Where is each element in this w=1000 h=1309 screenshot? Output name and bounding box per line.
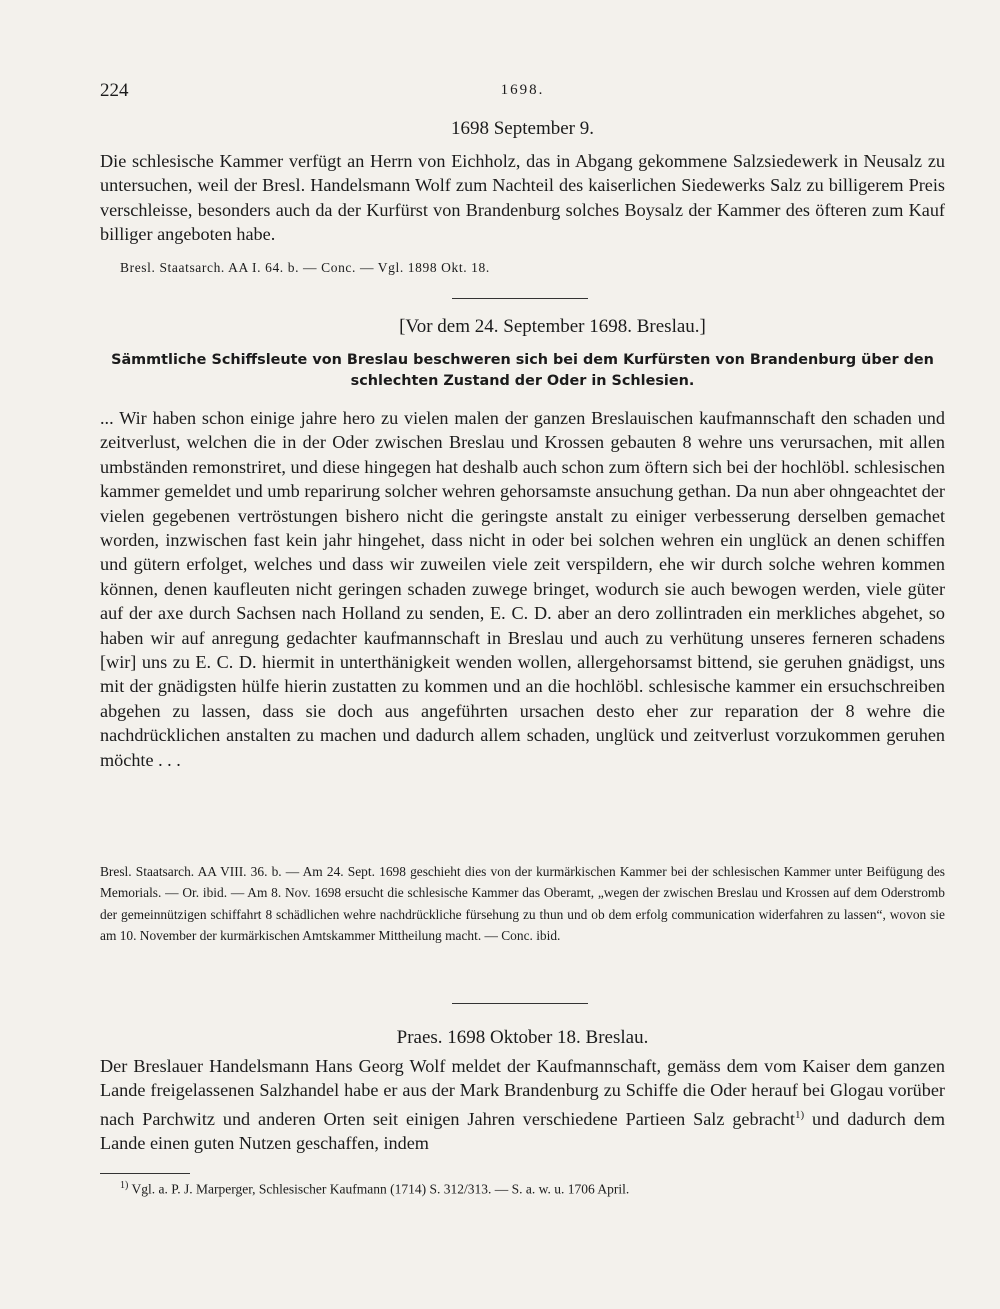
footnote-reference: 1): [794, 1108, 805, 1121]
footnote: [120, 1180, 945, 1198]
entry-1-text: Die schlesische Kammer verfügt an Herrn von Eichholz, das in Abgang gekommene Salzsiedewerk in Neusalz zu untersuchen, weil der Bresl. Handelsmann Wolf zum Nachteil des kaiserlichen Siedewerks Salz zu billigerem Preis verschleisse, besonders auch da der Kurfürst von Brandenburg solches Boysalz der Kammer des öfteren zum Kauf billiger angeboten habe.: [100, 151, 945, 245]
entry-3-text-part: Der Breslauer Handelsmann Hans Georg Wolf meldet der Kaufmannschaft, gemäss dem vom Kaiser dem ganzen Lande freigelassenen Salzhandel habe er aus der Mark Brandenburg zu Schiffe die Oder herauf bei Glogau vorüber nach Parchwitz und anderen Orten seit einigen Jahren verschiedene Partieen Salz gebracht: [100, 1056, 945, 1129]
entry-2-text: ... Wir haben schon einige jahre hero zu vielen malen der ganzen Breslauischen kaufmannschaft den schaden und zeitverlust, welchen die in der Oder zwischen Breslau und Krossen gebauten 8 wehre uns verursachen, mit allen umbständen remonstriret, und diese hingegen hat deshalb auch schon zum öftern sich bei der hochlöbl. schlesischen kammer gemeldet und umb reparirung solcher wehren gehorsamste ansuchung gethan. Da nun aber ohngeachtet der vielen gegebenen vertröstungen bishero nicht die geringste anstalt zu einiger verbesserung derselben gemachet worden, inzwischen fast kein jahr hingehet, dass nicht in oder bei solchen wehren ein unglück an denen schiffen und gütern erfolget, welches und dass wir zuweilen viele zeit verspildern, ehe wir durch solche wehren kommen können, denen kaufleuten nicht geringen schaden zuwege bringet, wodurch sie auch bewogen werden, viele güter auf der axe durch Sachsen nach Holland zu senden, E. C. D. aber an dero zollintraden ein merkliches abgehet, so haben wir auf anregung gedachter kaufmannschaft in Breslau und auch zu verhütung unseres ferneren schadens [wir] uns zu E. C. D. hiermit in unterthänigkeit wenden wollen, allergehorsamst bittend, sie geruhen gnädigst, uns mit der gnädigsten hülfe hierin zustatten zu kommen und an die hochlöbl. schlesische kammer ein ersuchschreiben abgehen zu lassen, dass sie doch aus angeführten ursachen desto eher zur reparation der 8 wehre die nachdrücklichen anstalten zu machen und dadurch allem schaden, unglück und zeitverlust vorzukommen geruhen möchte . . .: [100, 408, 945, 770]
entry-2-summary: Sämmtliche Schiffsleute von Breslau beschweren sich bei dem Kurfürsten von Brandenburg über den schlechten Zustand der Oder in Schlesien.: [111, 352, 934, 389]
footnote-mark: 1): [120, 1180, 129, 1191]
footnote-text: Vgl. a. P. J. Marperger, Schlesischer Kaufmann (1714) S. 312/313. — S. a. w. u. 1706 April.: [131, 1181, 630, 1197]
entry-3-title: Praes. 1698 Oktober 18. Breslau.: [396, 1027, 649, 1048]
entry-3-text-part: und dadurch dem Lande einen guten Nutzen geschaffen, indem: [100, 1108, 946, 1154]
footnote-rule: [100, 1173, 190, 1174]
entry-1-title: 1698 September 9.: [450, 118, 594, 139]
page-header: [100, 80, 945, 104]
section-divider: [452, 298, 588, 299]
page-number: 224: [100, 80, 129, 101]
running-year: 1698.: [500, 82, 545, 98]
entry-2-note: Bresl. Staatsarch. AA VIII. 36. b. — Am 24. Sept. 1698 geschieht dies von der kurmärkischen Kammer bei der schlesischen Kammer unter Beifügung des Memorials. — Or. ibid. — Am 8. Nov. 1698 ersucht die schlesische Kammer das Oberamt, „wegen der zwischen Breslau und Krossen auf dem Oderstromb der gemeinnützigen schiffahrt 8 schädlichen wehre nachdrückliche fürsehung zu thun und ob dem erfolg communication widerfahren zu lassen“, wovon sie am 10. November der kurmärkischen Amtskammer Mittheilung macht. — Conc. ibid.: [100, 864, 945, 943]
entry-1-source: Bresl. Staatsarch. AA I. 64. b. — Conc. — Vgl. 1898 Okt. 18.: [120, 260, 490, 275]
section-divider: [452, 1003, 588, 1004]
entry-2-title: [Vor dem 24. September 1698. Breslau.]: [399, 316, 706, 337]
entry-3-text: [100, 1054, 945, 1156]
